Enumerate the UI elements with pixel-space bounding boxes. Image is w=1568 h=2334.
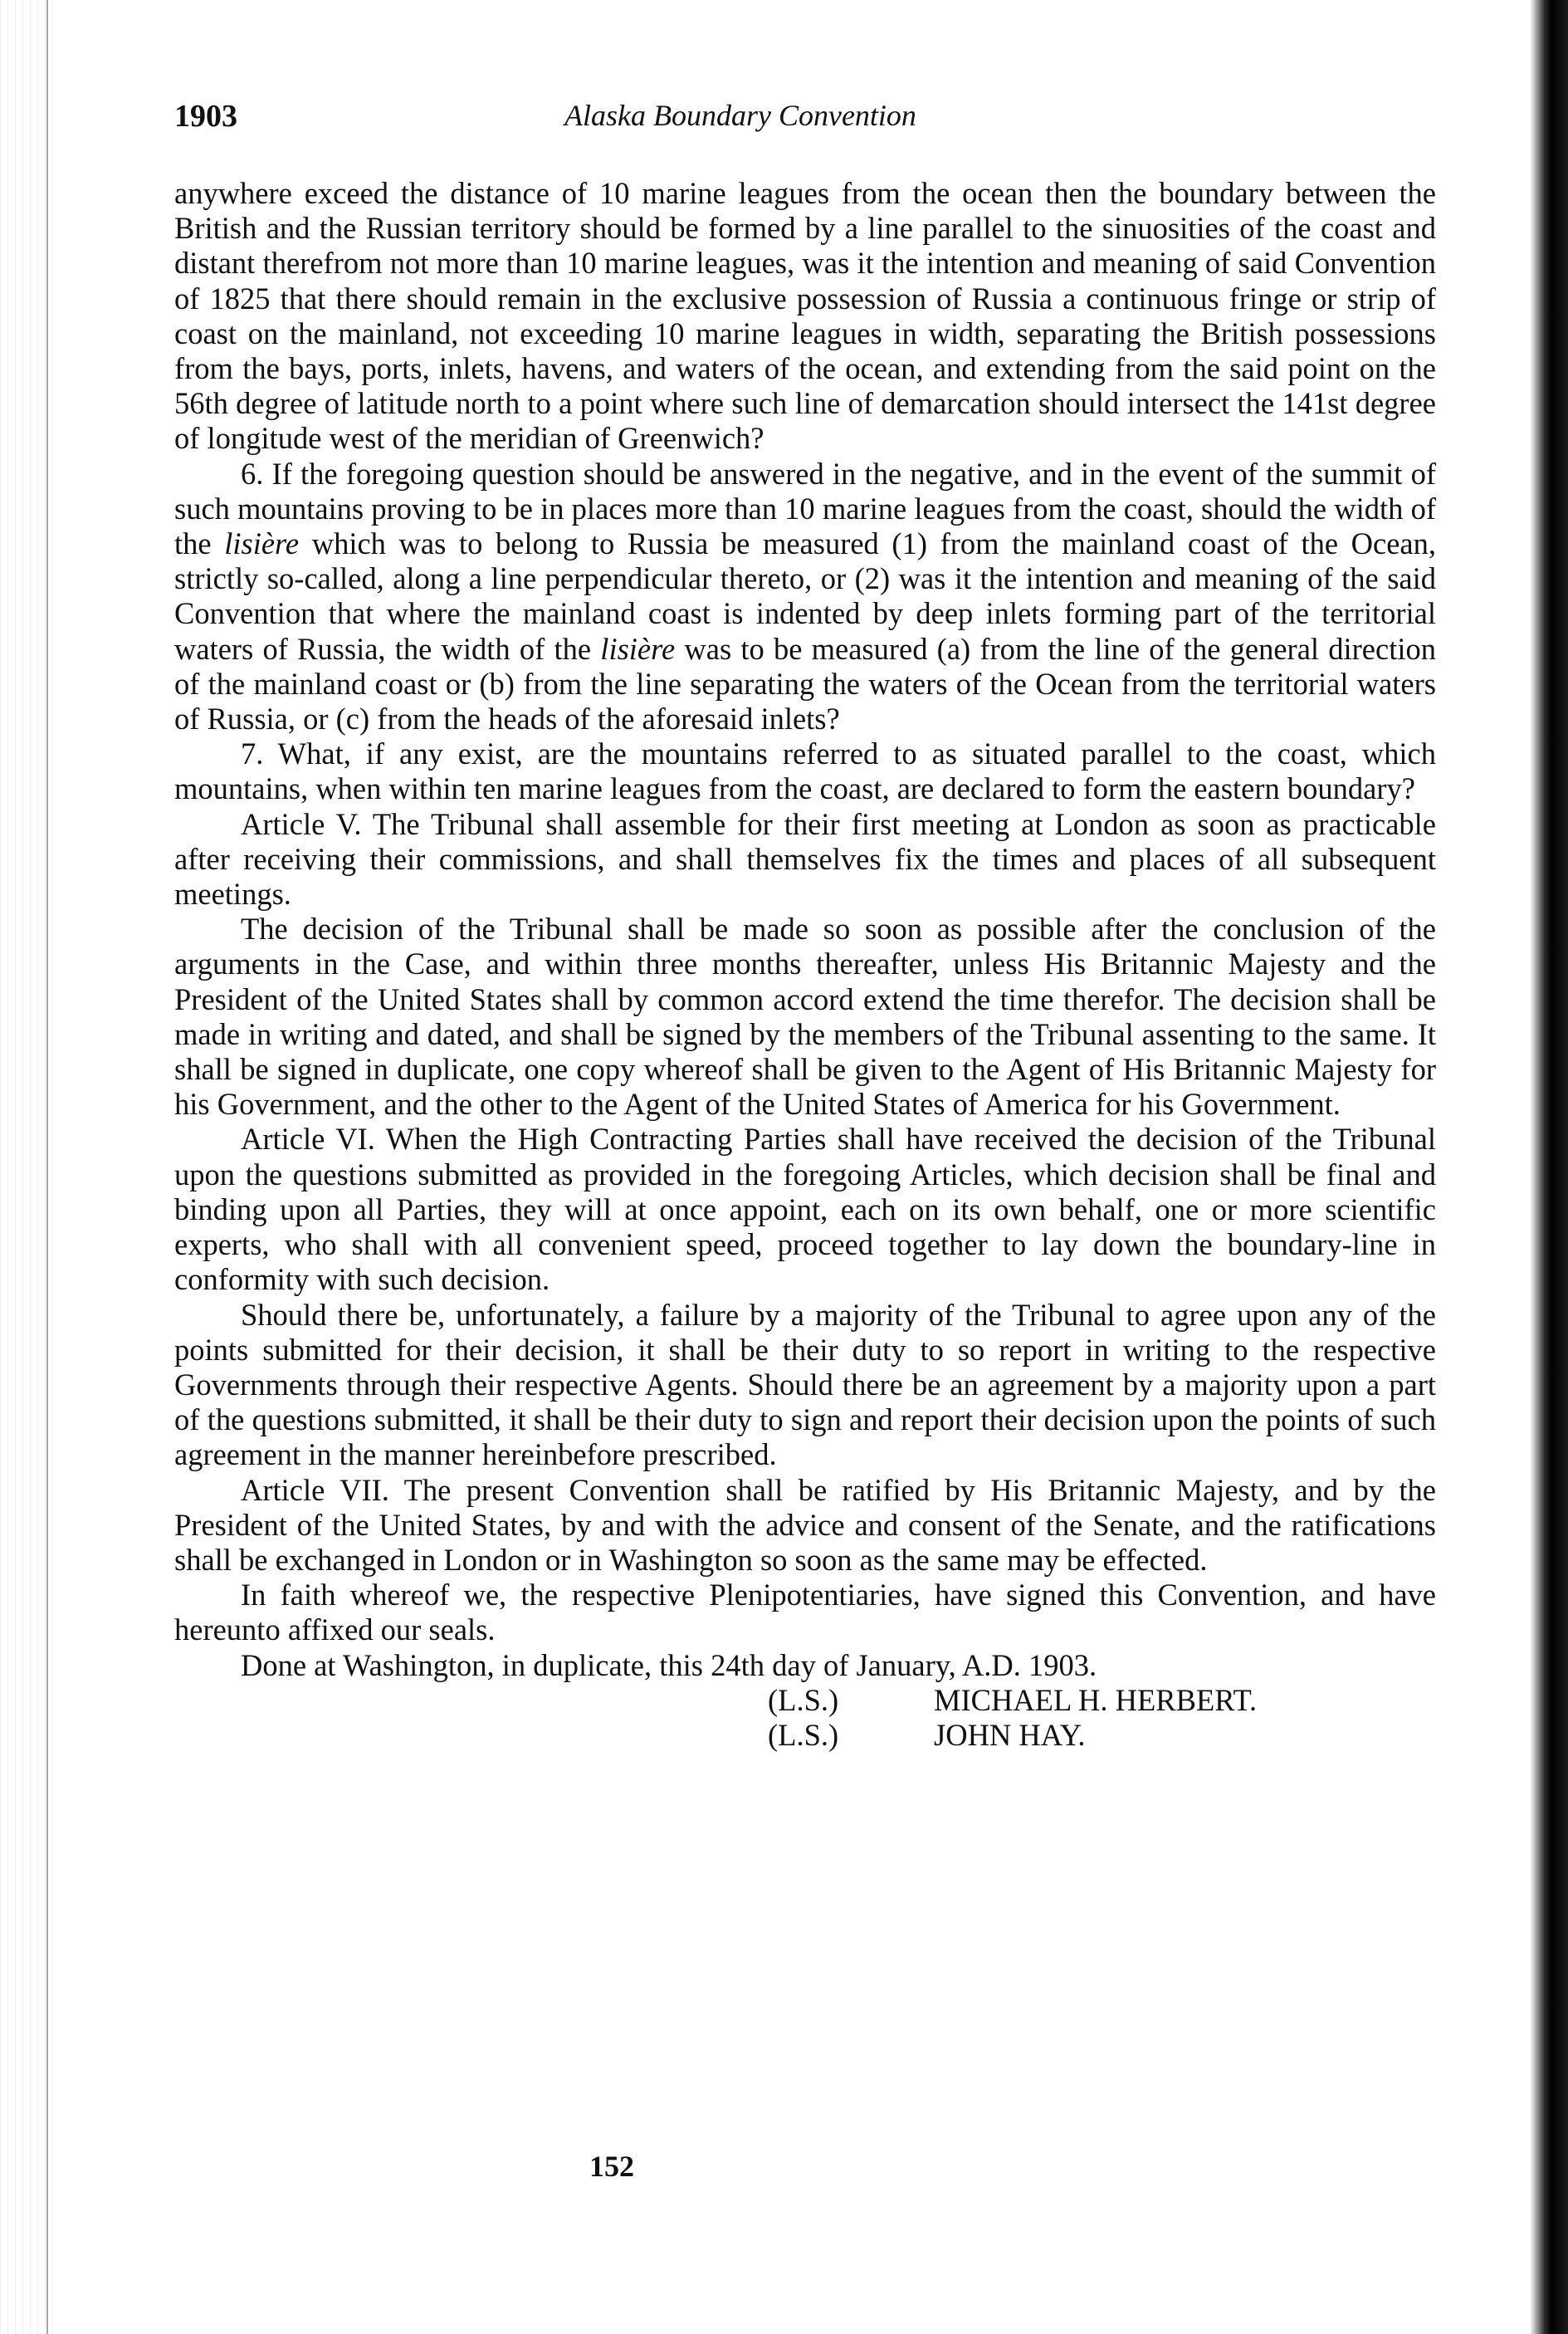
italic-term: lisière <box>224 526 300 561</box>
header-year: 1903 <box>174 99 237 134</box>
paragraph-done-at: Done at Washington, in duplicate, this 24th day of January, A.D. 1903. <box>241 1647 1097 1682</box>
signatory-name: JOHN HAY. <box>934 1717 1086 1752</box>
page-number: 152 <box>589 2150 634 2183</box>
paragraph-text: which was to belong to Russia be measured (1) from the mainland coast of the Ocean, strictly so-called, along a line perpendicular thereto, or (2) was it the intention and meaning of the said Convention that where the mainland coast is indented by deep inlets forming part of the territorial waters of Russia, the width of the <box>174 526 1436 666</box>
paragraph-article-7: Article VII. The present Convention shall be ratified by His Britannic Majesty, and by the President of the United States, by and with the advice and consent of the Senate, and the ratifications shall be exchanged in London or in Washington so soon as the same may be effected. <box>174 1472 1436 1577</box>
paragraph-article-5: Article V. The Tribunal shall assemble for their first meeting at London as soon as practicable after receiving their commissions, and shall themselves fix the times and places of all subsequent meetings. <box>174 806 1436 912</box>
paragraph-in-faith: In faith whereof we, the respective Plenipotentiaries, have signed this Convention, and have hereunto affixed our seals. <box>174 1578 1436 1647</box>
seal-mark: (L.S.) <box>768 1682 839 1717</box>
paragraph-text: 6. If the foregoing question should be answered in the negative, and in the event of the summit of such mountains proving to be in places more than 10 marine leagues from the coast, should the width of the <box>174 456 1436 561</box>
body-text <box>174 176 1436 1683</box>
seal-mark: (L.S.) <box>768 1717 839 1752</box>
running-head <box>174 98 1436 148</box>
paragraph-question-6 <box>174 457 1436 737</box>
paragraph-failure: Should there be, unfortunately, a failure by a majority of the Tribunal to agree upon any of the points submitted for their decision, it shall be their duty to so report in writing to the respective Governments through their respective Agents. Should there be an agreement by a majority upon a part of the questions submitted, it shall be their duty to sign and report their decision upon the points of such agreement in the manner hereinbefore prescribed. <box>174 1297 1436 1472</box>
paragraph-question-7: 7. What, if any exist, are the mountains referred to as situated parallel to the coast, which mountains, when within ten marine leagues from the coast, are declared to form the eastern boundary? <box>174 736 1436 806</box>
paragraph-continuation: anywhere exceed the distance of 10 marine leagues from the ocean then the boundary between the British and the Russian territory should be formed by a line parallel to the sinuosities of the coast and distant therefrom not more than 10 marine leagues, was it the intention and meaning of said Convention of 1825 that there should remain in the exclusive possession of Russia a continuous fringe or strip of coast on the mainland, not exceeding 10 marine leagues in width, separating the British possessions from the bays, ports, inlets, havens, and waters of the ocean, and extending from the said point on the 56th degree of latitude north to a point where such line of demarcation should intersect the 141st degree of longitude west of the meridian of Greenwich? <box>174 176 1436 456</box>
signature-row <box>174 1718 1436 1753</box>
signature-block <box>174 1683 1436 1758</box>
document-page <box>174 98 1436 1758</box>
header-title: Alaska Boundary Convention <box>564 99 916 132</box>
scan-left-edge <box>0 0 58 2334</box>
italic-term: lisière <box>600 631 676 666</box>
signature-row <box>174 1683 1436 1718</box>
signatory-name: MICHAEL H. HERBERT. <box>934 1682 1258 1717</box>
scan-right-edge <box>1530 0 1568 2334</box>
paragraph-article-6: Article VI. When the High Contracting Parties shall have received the decision of the Tribunal upon the questions submitted as provided in the foregoing Articles, which decision shall be final and binding upon all Parties, they will at once appoint, each on its own behalf, one or more scientific experts, who shall with all convenient speed, proceed together to lay down the boundary-line in conformity with such decision. <box>174 1122 1436 1297</box>
paragraph-text: was to be measured (a) from the line of the general direction of the mainland coast or (b) from the line separating the waters of the Ocean from the territorial waters of Russia, or (c) from the heads of the aforesaid inlets? <box>174 631 1436 736</box>
paragraph-decision: The decision of the Tribunal shall be made so soon as possible after the conclusion of the arguments in the Case, and within three months thereafter, unless His Britannic Majesty and the President of the United States shall by common accord extend the time therefor. The decision shall be made in writing and dated, and shall be signed by the members of the Tribunal assenting to the same. It shall be signed in duplicate, one copy whereof shall be given to the Agent of His Britannic Majesty for his Government, and the other to the Agent of the United States of America for his Government. <box>174 912 1436 1122</box>
